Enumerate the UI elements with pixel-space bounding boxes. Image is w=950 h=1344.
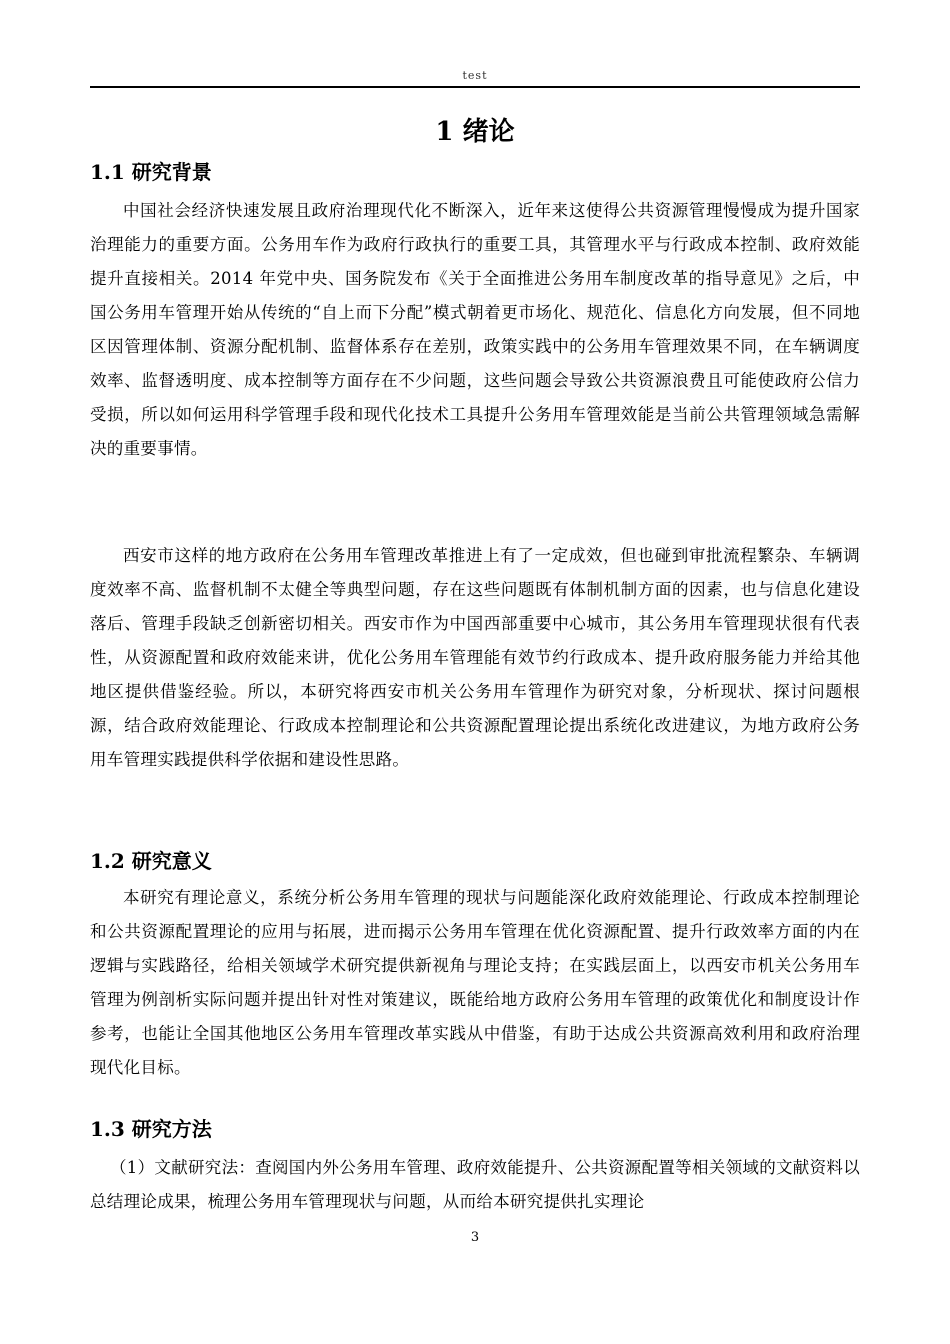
section-heading-background: 1.1 研究背景	[90, 160, 212, 184]
paragraph-background-2: 西安市这样的地方政府在公务用车管理改革推进上有了一定成效，但也碰到审批流程繁杂、车辆调度效率不高、监督机制不太健全等典型问题，存在这些问题既有体制机制方面的因素，也与信息化建设落后、管理手段缺乏创新密切相关。西安市作为中国西部重要中心城市，其公务用车管理现状很有代表性，从资源配置和政府效能来讲，优化公务用车管理能有效节约行政成本、提升政府服务能力并给其他地区提供借鉴经验。所以，本研究将西安市机关公务用车管理作为研究对象，分析现状、探讨问题根源，结合政府效能理论、行政成本控制理论和公共资源配置理论提出系统化改进建议，为地方政府公务用车管理实践提供科学依据和建设性思路。	[90, 546, 860, 769]
page-header: test	[90, 66, 860, 88]
section-heading-significance: 1.2 研究意义	[90, 849, 212, 873]
chapter-title: 1 绪论	[435, 117, 515, 147]
paragraph-significance: 本研究有理论意义，系统分析公务用车管理的现状与问题能深化政府效能理论、行政成本控制理论和公共资源配置理论的应用与拓展，进而揭示公务用车管理在优化资源配置、提升行政效率方面的内在逻辑与实践路径，给相关领域学术研究提供新视角与理论支持；在实践层面上，以西安市机关公务用车管理为例剖析实际问题并提出针对性对策建议，既能给地方政府公务用车管理的政策优化和制度设计作参考，也能让全国其他地区公务用车管理改革实践从中借鉴，有助于达成公共资源高效利用和政府治理现代化目标。	[90, 888, 860, 1077]
section-heading-methods: 1.3 研究方法	[90, 1117, 212, 1141]
page-number: 3	[470, 1230, 480, 1245]
paragraph-background-1: 中国社会经济快速发展且政府治理现代化不断深入，近年来这使得公共资源管理慢慢成为提升国家治理能力的重要方面。公务用车作为政府行政执行的重要工具，其管理水平与行政成本控制、政府效能提升直接相关。2014 年党中央、国务院发布《关于全面推进公务用车制度改革的指导意见》之后，中国公务用车管理开始从传统的“自上而下分配”模式朝着更市场化、规范化、信息化方向发展，但不同地区因管理体制、资源分配机制、监督体系存在差别，政策实践中的公务用车管理效果不同，在车辆调度效率、监督透明度、成本控制等方面存在不少问题，这些问题会导致公共资源浪费且可能使政府公信力受损，所以如何运用科学管理手段和现代化技术工具提升公务用车管理效能是当前公共管理领域急需解决的重要事情。	[90, 201, 860, 458]
paragraph-literature-method: （1）文献研究法：查阅国内外公务用车管理、政府效能提升、公共资源配置等相关领域的文献资料以总结理论成果，梳理公务用车管理现状与问题，从而给本研究提供扎实理论	[90, 1158, 860, 1211]
